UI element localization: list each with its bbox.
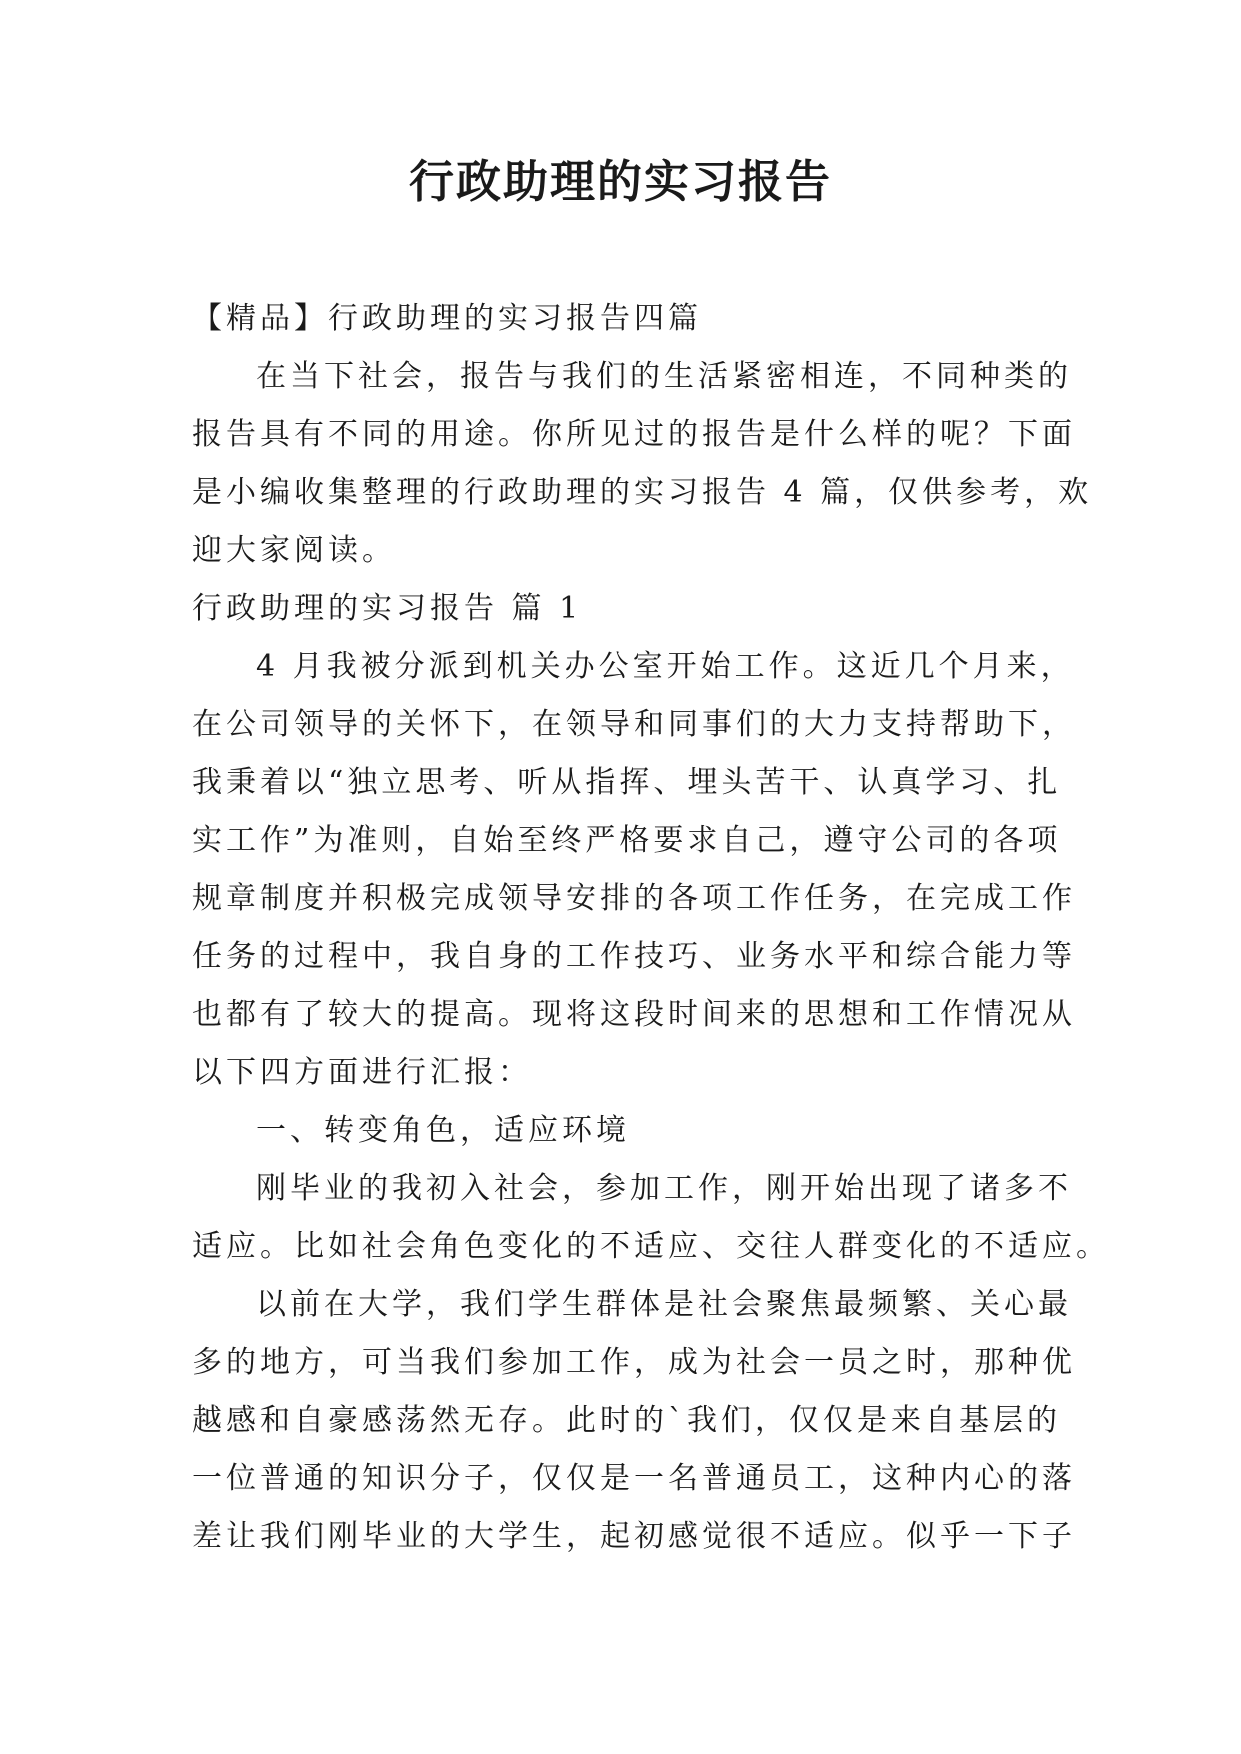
text-line: 差让我们刚毕业的大学生，起初感觉很不适应。似乎一下子 (192, 1519, 1076, 1554)
text-line: 也都有了较大的提高。现将这段时间来的思想和工作情况从 (192, 997, 1076, 1032)
text-line: 是小编收集整理的行政助理的实习报告 4 篇，仅供参考，欢 (192, 475, 1093, 510)
text-line: 刚毕业的我初入社会，参加工作，刚开始出现了诸多不 (256, 1171, 1072, 1206)
text-line: 越感和自豪感荡然无存。此时的`我们，仅仅是来自基层的 (192, 1403, 1061, 1438)
text-line: 规章制度并积极完成领导安排的各项工作任务，在完成工作 (192, 881, 1076, 916)
text-line: 行政助理的实习报告 篇 1 (192, 591, 583, 626)
text-line: 以前在大学，我们学生群体是社会聚焦最频繁、关心最 (256, 1287, 1072, 1322)
text-line: 在当下社会，报告与我们的生活紧密相连，不同种类的 (256, 359, 1072, 394)
text-line: 在公司领导的关怀下，在领导和同事们的大力支持帮助下， (192, 707, 1076, 742)
text-line: 【精品】行政助理的实习报告四篇 (192, 301, 702, 336)
text-line: 以下四方面进行汇报： (192, 1055, 532, 1090)
text-line: 适应。比如社会角色变化的不适应、交往人群变化的不适应。 (192, 1229, 1110, 1264)
text-line: 任务的过程中，我自身的工作技巧、业务水平和综合能力等 (192, 939, 1076, 974)
text-line: 一位普通的知识分子，仅仅是一名普通员工，这种内心的落 (192, 1461, 1076, 1496)
text-line: 我秉着以“独立思考、听从指挥、埋头苦干、认真学习、扎 (192, 765, 1062, 800)
text-line: 迎大家阅读。 (192, 533, 396, 568)
text-line: 报告具有不同的用途。你所见过的报告是什么样的呢？下面 (192, 417, 1076, 452)
text-line: 实工作”为准则，自始至终严格要求自己，遵守公司的各项 (192, 823, 1062, 858)
document-title: 行政助理的实习报告 (408, 155, 832, 208)
text-line: 一、转变角色，适应环境 (256, 1113, 630, 1148)
text-line: 多的地方，可当我们参加工作，成为社会一员之时，那种优 (192, 1345, 1076, 1380)
text-line: 4 月我被分派到机关办公室开始工作。这近几个月来， (256, 649, 1075, 684)
document-body (192, 290, 1110, 1566)
